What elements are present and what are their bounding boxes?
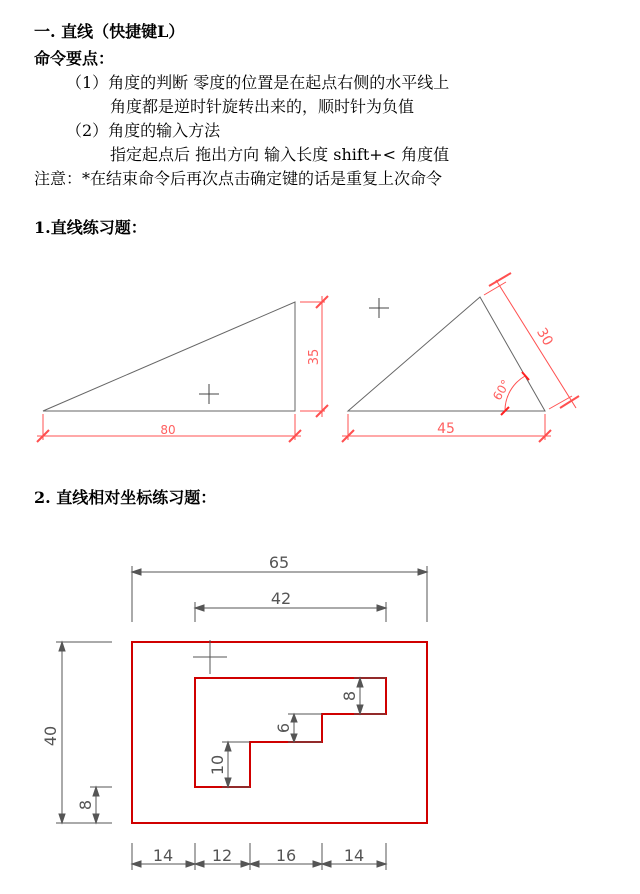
dim-top-inner-label: 42 [270, 589, 292, 608]
point1-line1: （1）角度的判断 零度的位置是在起点右侧的水平线上 [66, 73, 450, 92]
triangle1-drawing [37, 296, 328, 442]
triangle2-side-label: 30 [533, 325, 556, 349]
triangle2-drawing [342, 273, 579, 442]
dim-step-mid [288, 714, 322, 742]
dim-bottom-label: 12 [211, 846, 233, 865]
dim-bottom-label: 14 [343, 846, 365, 865]
exercise1-title: 1.直线练习题： [34, 218, 147, 237]
exercise2-drawing [41, 553, 427, 870]
triangle1-height-label: 35 [307, 348, 322, 366]
triangle2-outline [348, 297, 545, 411]
note-line: 注意：*在结束命令后再次点击确定键的话是重复上次命令 [34, 169, 443, 188]
cursor-crosshair-icon [193, 640, 227, 674]
triangle2-base-label: 45 [437, 421, 455, 437]
triangle1-outline [43, 302, 295, 411]
point2-line1: （2）角度的输入方法 [66, 121, 221, 140]
cursor-crosshair-icon [199, 384, 219, 404]
exercise2-title: 2. 直线相对坐标练习题： [34, 488, 217, 507]
triangle2-angle-label: 60° [490, 377, 513, 403]
dim-left-outer [56, 642, 112, 823]
cursor-crosshair-icon [369, 298, 389, 318]
dim-left-outer-label: 40 [41, 725, 60, 747]
dim-bottom-label: 16 [275, 846, 297, 865]
dim-step-low-label: 10 [208, 754, 227, 776]
dim-step-top-label: 8 [340, 690, 359, 702]
dim-step-mid-label: 6 [274, 722, 293, 734]
dim-top-outer-label: 65 [268, 553, 290, 572]
command-points-title: 命令要点： [34, 49, 115, 68]
triangle2-angle-arc [505, 376, 525, 411]
dim-bottom-label: 14 [152, 846, 174, 865]
point1-line2: 角度都是逆时针旋转出来的，顺时针为负值 [110, 97, 415, 116]
section-heading: 一. 直线（快捷键L） [34, 22, 185, 41]
point2-line2: 指定起点后 拖出方向 输入长度 shift+< 角度值 [110, 145, 450, 164]
triangle1-base-label: 80 [160, 423, 176, 437]
dim-left-inner-label: 8 [76, 799, 95, 811]
